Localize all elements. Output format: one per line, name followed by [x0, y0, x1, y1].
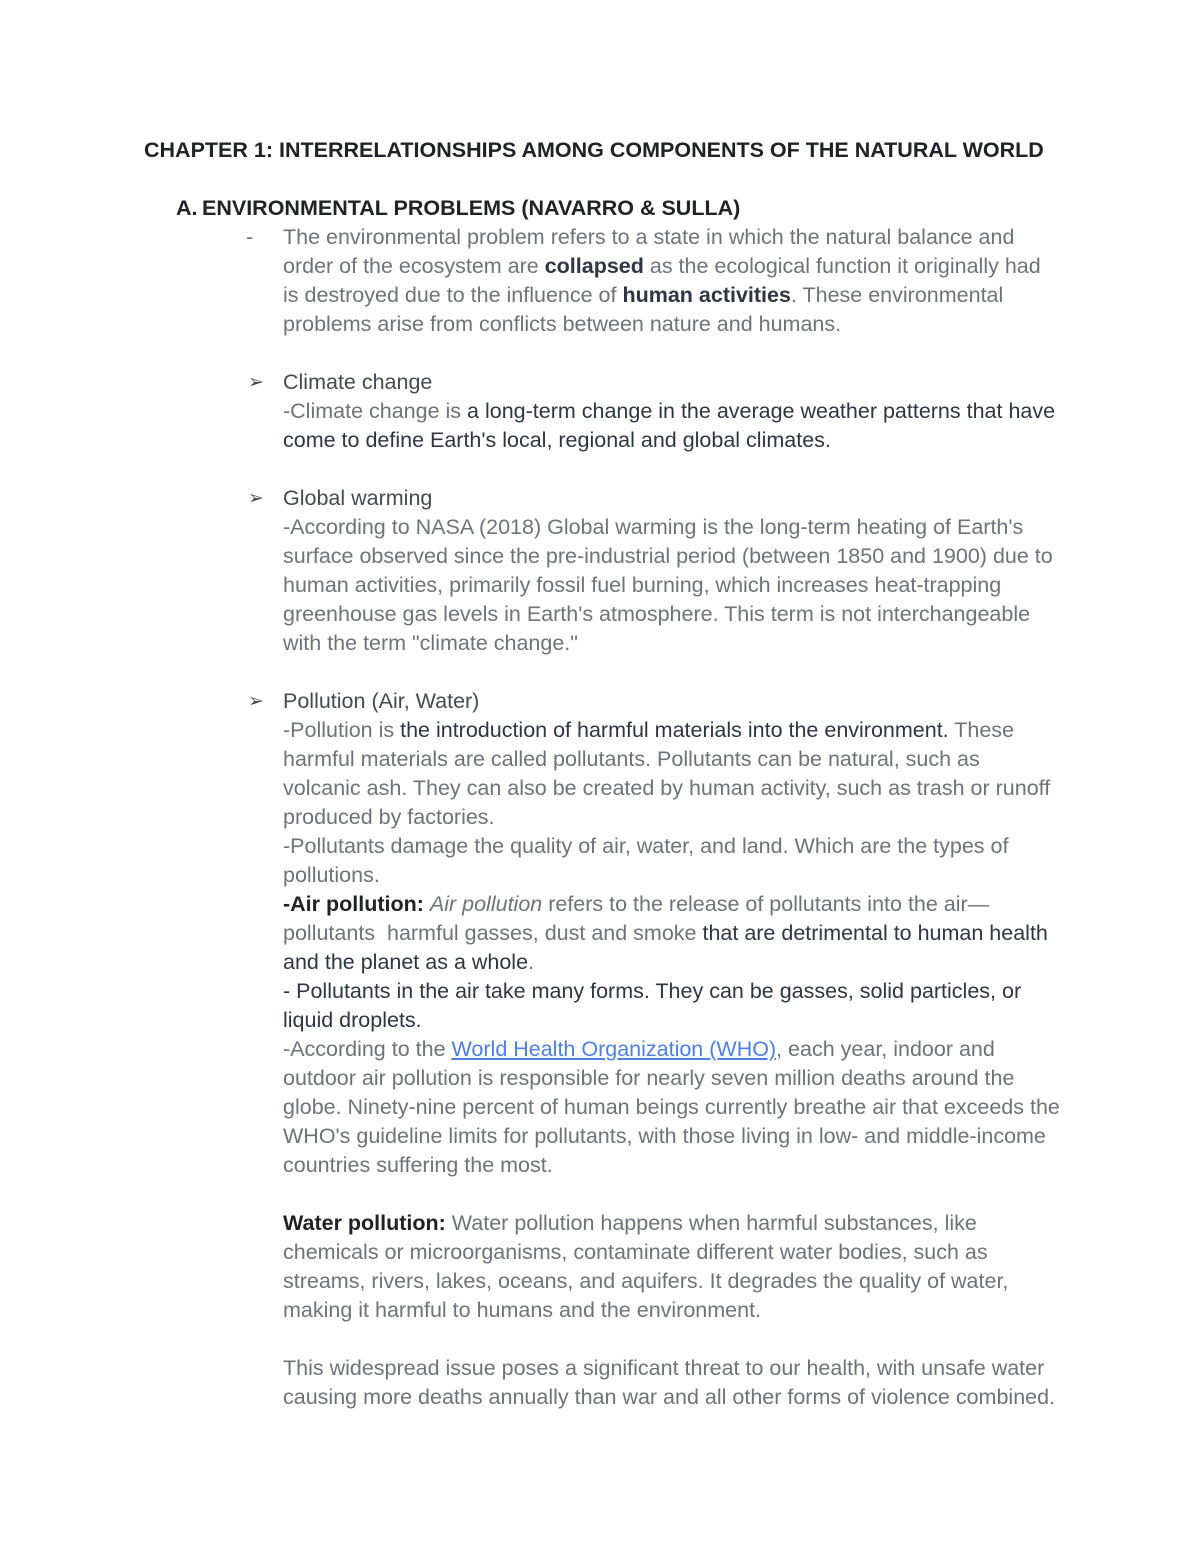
spacer — [0, 658, 1200, 687]
spacer — [0, 1180, 1200, 1209]
arrow-bullet-icon: ➢ — [248, 372, 264, 393]
text-segment: -Air pollution: — [283, 892, 430, 916]
doc-title: CHAPTER 1: INTERRELATIONSHIPS AMONG COMPONENTS OF THE NATURAL WORLD — [144, 138, 1044, 162]
text-segment: Global warming — [283, 486, 433, 510]
text-segment: -Pollutants damage the quality of air, water, and land. Which are the types of pollutions. — [283, 834, 1015, 887]
bullet-global-warming — [248, 484, 1061, 513]
para-who-statistics — [283, 1035, 1066, 1180]
text-segment: as the ecological function it originally had is destroyed due to the influence of — [283, 254, 1047, 307]
para-water-pollution — [283, 1209, 1061, 1325]
para-environmental-problem — [246, 223, 1061, 339]
who-link[interactable]: World Health Organization (WHO) — [451, 1037, 777, 1061]
text-segment: Air pollution — [429, 892, 543, 916]
text-segment: Water pollution: — [283, 1211, 452, 1235]
para-widespread-issue — [283, 1354, 1061, 1412]
section-heading — [176, 194, 1102, 223]
bullet-pollution — [248, 687, 1061, 716]
text-segment: collapsed — [544, 254, 644, 278]
dash-bullet-marker: - — [246, 225, 254, 249]
text-segment: -Pollution is — [283, 718, 401, 742]
arrow-bullet-icon: ➢ — [248, 691, 264, 712]
text-segment: This widespread issue poses a significant threat to our health, with unsafe water causing more deaths annually than war and all other forms of violence combined. — [283, 1356, 1056, 1409]
text-segment: Water pollution happens when harmful substances, like chemicals or microorganisms, contaminate different water bodies, such as streams, rivers, lakes, oceans, and aquifers. It degrades the quality of water, making it harmful to humans and the environment. — [283, 1211, 1015, 1322]
para-climate-change — [283, 397, 1061, 455]
text-segment: -Climate change is — [283, 399, 468, 423]
text-segment: that are detrimental to human health and the planet as a whole — [283, 921, 1054, 974]
section-heading-label: ENVIRONMENTAL PROBLEMS (NAVARRO & SULLA) — [202, 196, 741, 220]
para-air-pollution — [283, 890, 1061, 977]
text-segment: Climate change — [283, 370, 433, 394]
text-segment: , each year, indoor and outdoor air pollution is responsible for nearly seven million deaths around the globe. Ninety-nine percent of human beings currently breathe air that exceeds the WHO's guideline limits for pollutants, with those living in low- and middle-income countries suffering the most. — [283, 1037, 1066, 1177]
spacer — [0, 1325, 1200, 1354]
arrow-bullet-icon: ➢ — [248, 488, 264, 509]
document-body — [0, 223, 1200, 1412]
text-segment: -According to NASA (2018) Global warming is the long-term heating of Earth's surface observed since the pre-industrial period (between 1850 and 1900) due to human activities, primarily fossil fuel burning, which increases heat-trapping greenhouse gas levels in Earth's atmosphere. This term is not interchangeable with the term "climate change." — [283, 515, 1059, 655]
bullet-climate-change — [248, 368, 1061, 397]
spacer — [0, 339, 1200, 368]
text-segment: - Pollutants in the air take many forms. They can be gasses, solid particles, or liquid droplets. — [283, 979, 1028, 1032]
text-segment: the introduction of harmful materials into the environment. — [400, 718, 949, 742]
text-segment: . — [528, 950, 535, 974]
text-segment: refers to the release of pollutants into the air—pollutants harmful gasses, dust and smoke — [283, 892, 990, 945]
para-pollution-intro — [283, 716, 1061, 832]
para-pollutants-damage — [283, 832, 1061, 890]
text-segment: human activities — [622, 283, 791, 307]
text-segment: -According to the — [283, 1037, 452, 1061]
spacer — [0, 455, 1200, 484]
spacer — [0, 165, 1200, 194]
text-segment: These harmful materials are called pollutants. Pollutants can be natural, such as volcanic ash. They can also be created by human activity, such as trash or runoff produced by factories. — [283, 718, 1057, 829]
text-segment: a long-term change in the average weather patterns that have come to define Earth's local, regional and global climates. — [283, 399, 1062, 452]
para-global-warming — [283, 513, 1061, 658]
para-pollutant-forms — [283, 977, 1061, 1035]
text-segment: . These environmental problems arise from conflicts between nature and humans. — [283, 283, 1010, 336]
text-segment: Pollution (Air, Water) — [283, 689, 480, 713]
text-segment: The environmental problem refers to a state in which the natural balance and order of the ecosystem are — [283, 225, 1021, 278]
section-letter: A. — [176, 196, 198, 220]
